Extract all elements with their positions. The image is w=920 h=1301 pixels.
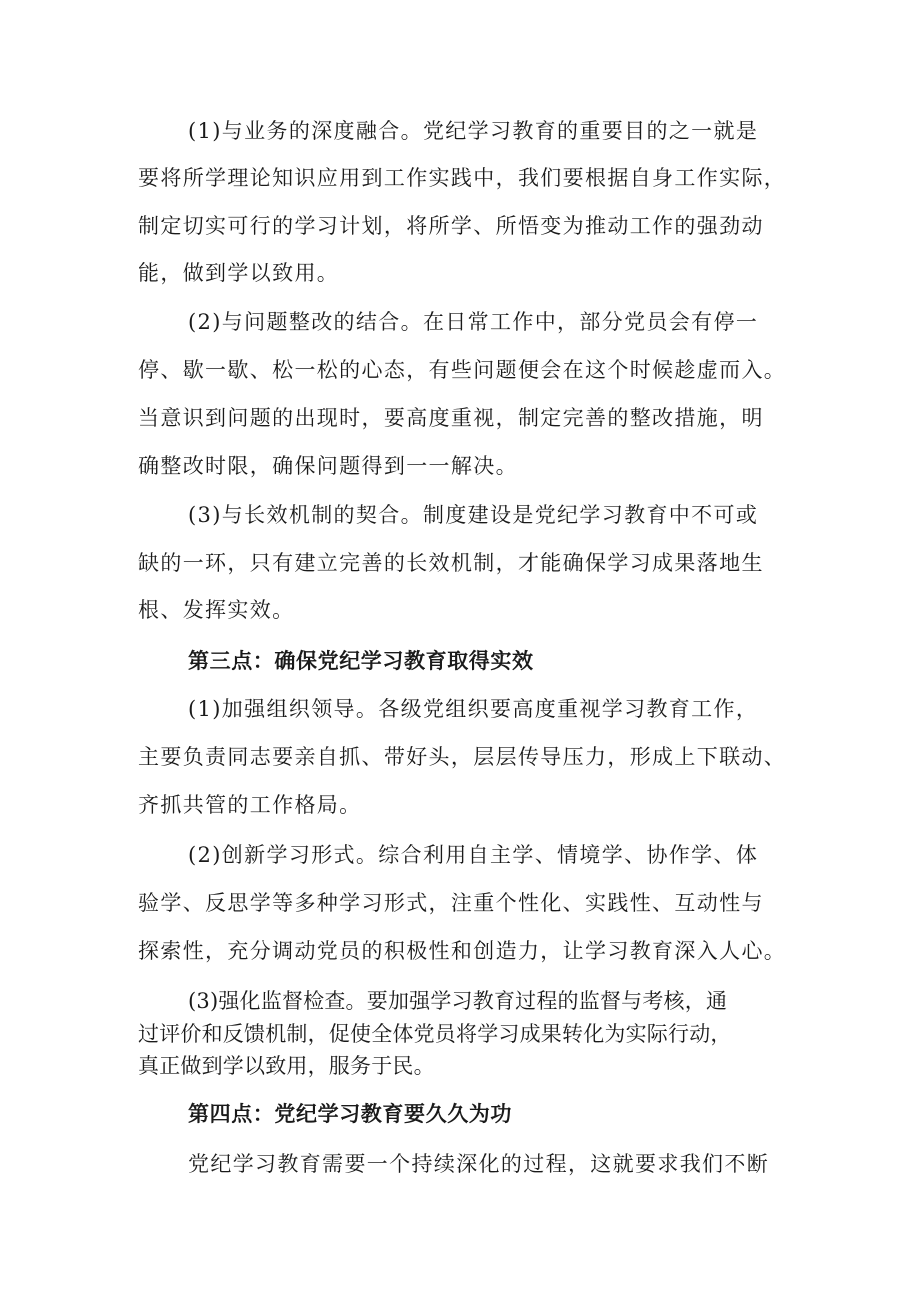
paragraph-line: (2)与问题整改的结合。在日常工作中，部分党员会有停一 — [188, 310, 759, 334]
paragraph-line: 验学、反思学等多种学习形式，注重个性化、实践性、互动性与 — [138, 891, 764, 915]
paragraph-line: (3)强化监督检查。要加强学习教育过程的监督与考核，通 — [188, 989, 728, 1013]
paragraph-line: 党纪学习教育需要一个持续深化的过程，这就要求我们不断 — [188, 1152, 770, 1176]
paragraph-line: (1)与业务的深度融合。党纪学习教育的重要目的之一就是 — [188, 119, 759, 143]
section-heading: 第三点：确保党纪学习教育取得实效 — [188, 649, 534, 673]
paragraph-line: 真正做到学以致用，服务于民。 — [138, 1054, 435, 1078]
paragraph-line: 当意识到问题的出现时，要高度重视，制定完善的整改措施，明 — [138, 406, 764, 430]
paragraph-line: 停、歇一歇、松一松的心态，有些问题便会在这个时候趁虚而入。 — [138, 358, 787, 382]
paragraph-line: 主要负责同志要亲自抓、带好头，层层传导压力，形成上下联动、 — [138, 745, 787, 769]
paragraph-line: (3)与长效机制的契合。制度建设是党纪学习教育中不可或 — [188, 503, 759, 527]
paragraph-line: 要将所学理论知识应用到工作实践中，我们要根据自身工作实际， — [138, 166, 787, 190]
paragraph-line: 能，做到学以致用。 — [138, 261, 340, 285]
section-heading: 第四点：党纪学习教育要久久为功 — [188, 1102, 512, 1126]
paragraph-line: 探索性，充分调动党员的积极性和创造力，让学习教育深入人心。 — [138, 939, 787, 963]
paragraph-line: 齐抓共管的工作格局。 — [138, 793, 362, 817]
paragraph-line: 确整改时限，确保问题得到一一解决。 — [138, 454, 518, 478]
paragraph-line: (2)创新学习形式。综合利用自主学、情境学、协作学、体 — [188, 843, 759, 867]
paragraph-line: (1)加强组织领导。各级党组织要高度重视学习教育工作， — [188, 697, 759, 721]
paragraph-line: 制定切实可行的学习计划，将所学、所悟变为推动工作的强劲动 — [138, 214, 764, 238]
paragraph-line: 过评价和反馈机制，促使全体党员将学习成果转化为实际行动， — [138, 1022, 732, 1046]
paragraph-line: 根、发挥实效。 — [138, 598, 295, 622]
paragraph-line: 缺的一环，只有建立完善的长效机制，才能确保学习成果落地生 — [138, 551, 764, 575]
